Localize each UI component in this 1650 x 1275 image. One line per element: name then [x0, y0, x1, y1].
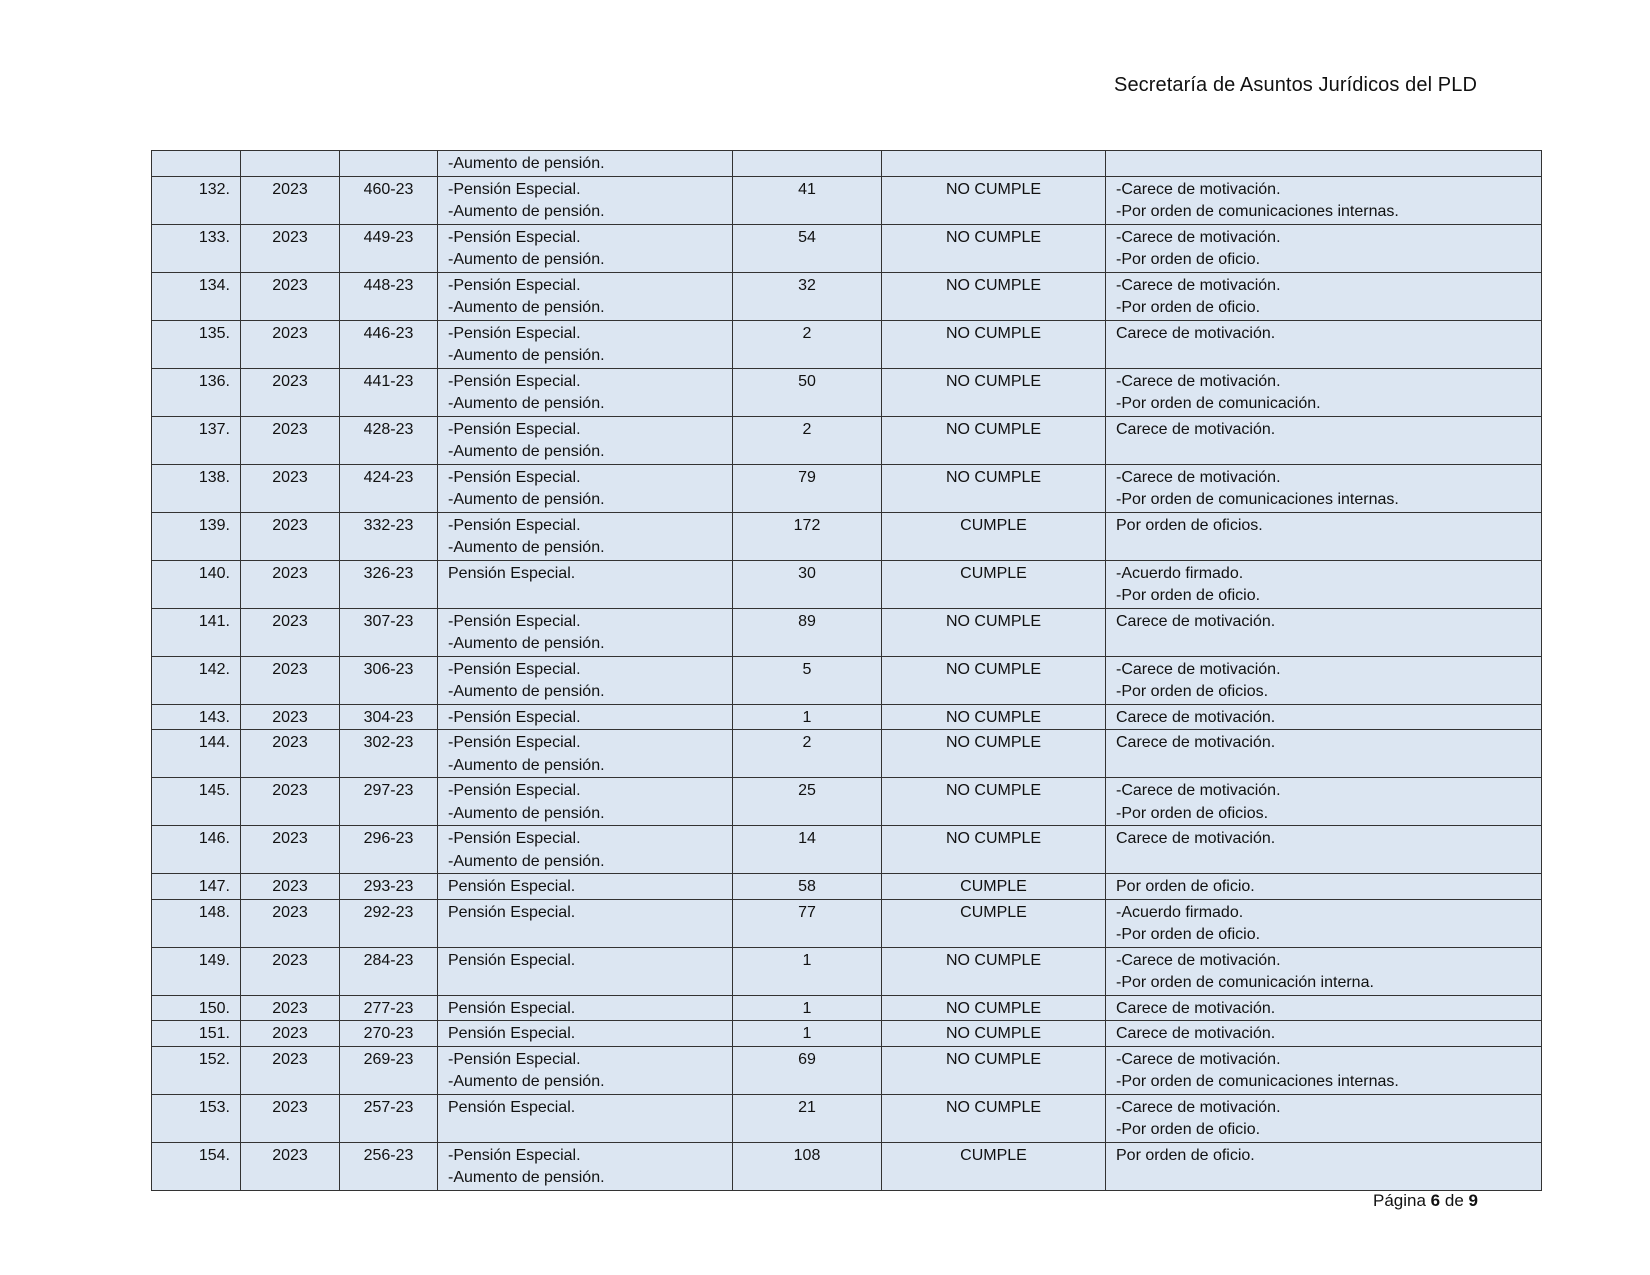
- observations-cell-line: -Carece de motivación.: [1116, 782, 1281, 799]
- case-number-cell: 304-23: [340, 704, 438, 730]
- request-type-cell-line: -Aumento de pensión.: [448, 347, 605, 364]
- row-number: 144.: [152, 730, 241, 778]
- request-type-cell: [438, 826, 733, 874]
- table-row: [152, 416, 1542, 464]
- request-type-cell: [438, 416, 733, 464]
- request-type-cell-line: -Aumento de pensión.: [448, 155, 605, 172]
- table-row: [152, 560, 1542, 608]
- table-row: [152, 826, 1542, 874]
- observations-cell: [1106, 874, 1542, 900]
- case-number-cell: 306-23: [340, 656, 438, 704]
- request-type-cell-line: Pensión Especial.: [448, 878, 576, 895]
- observations-cell-line: Por orden de oficios.: [1116, 516, 1263, 534]
- row-number: 147.: [152, 874, 241, 900]
- case-number-cell: [340, 151, 438, 177]
- status-cell: CUMPLE: [882, 560, 1106, 608]
- page-label: Página: [1373, 1191, 1426, 1210]
- case-number-cell: 257-23: [340, 1094, 438, 1142]
- quantity-cell: 58: [733, 874, 882, 900]
- observations-cell-line: Por orden de oficio.: [1116, 1146, 1255, 1164]
- row-number: 146.: [152, 826, 241, 874]
- observations-cell-line: -Carece de motivación.: [1116, 951, 1281, 969]
- row-number: [152, 151, 241, 177]
- request-type-cell-line: -Pensión Especial.: [448, 612, 581, 630]
- status-cell: CUMPLE: [882, 874, 1106, 900]
- observations-cell-line: -Por orden de oficios.: [1116, 804, 1269, 822]
- document-header: Secretaría de Asuntos Jurídicos del PLD: [1114, 74, 1477, 96]
- request-type-cell-line: -Pensión Especial.: [448, 372, 581, 390]
- quantity-cell: 172: [733, 512, 882, 560]
- status-cell: NO CUMPLE: [882, 224, 1106, 272]
- request-type-cell-line: -Pensión Especial.: [448, 830, 581, 847]
- case-number-cell: 446-23: [340, 320, 438, 368]
- observations-cell-line: -Carece de motivación.: [1116, 228, 1281, 246]
- row-number: 139.: [152, 512, 241, 560]
- case-number-cell: 449-23: [340, 224, 438, 272]
- row-number: 137.: [152, 416, 241, 464]
- row-number: 140.: [152, 560, 241, 608]
- status-cell: CUMPLE: [882, 1142, 1106, 1190]
- year-cell: 2023: [241, 272, 340, 320]
- table-row: [152, 1142, 1542, 1190]
- year-cell: 2023: [241, 899, 340, 947]
- request-type-cell-line: Pensión Especial.: [448, 1025, 576, 1042]
- request-type-cell: [438, 512, 733, 560]
- request-type-cell-line: -Pensión Especial.: [448, 180, 581, 198]
- request-type-cell-line: -Aumento de pensión.: [448, 299, 605, 316]
- request-type-cell-line: -Pensión Especial.: [448, 324, 581, 342]
- table-row: [152, 704, 1542, 730]
- request-type-cell-line: -Aumento de pensión.: [448, 251, 605, 268]
- status-cell: NO CUMPLE: [882, 995, 1106, 1021]
- request-type-cell-line: -Aumento de pensión.: [448, 203, 605, 220]
- case-number-cell: 270-23: [340, 1021, 438, 1047]
- request-type-cell: [438, 1046, 733, 1094]
- request-type-cell: [438, 656, 733, 704]
- quantity-cell: 1: [733, 704, 882, 730]
- table-row: [152, 608, 1542, 656]
- status-cell: NO CUMPLE: [882, 416, 1106, 464]
- row-number: 141.: [152, 608, 241, 656]
- observations-cell-line: Carece de motivación.: [1116, 999, 1276, 1017]
- observations-cell: [1106, 272, 1542, 320]
- request-type-cell-line: -Pensión Especial.: [448, 1050, 581, 1068]
- observations-cell: [1106, 704, 1542, 730]
- row-number: 148.: [152, 899, 241, 947]
- request-type-cell: [438, 272, 733, 320]
- observations-cell: [1106, 656, 1542, 704]
- page-footer: [1373, 1191, 1478, 1211]
- status-cell: NO CUMPLE: [882, 608, 1106, 656]
- year-cell: 2023: [241, 560, 340, 608]
- observations-cell: [1106, 1142, 1542, 1190]
- observations-cell-line: -Por orden de comunicación interna.: [1116, 974, 1374, 991]
- request-type-cell: [438, 368, 733, 416]
- quantity-cell: 30: [733, 560, 882, 608]
- request-type-cell-line: -Aumento de pensión.: [448, 539, 605, 556]
- observations-cell-line: -Carece de motivación.: [1116, 468, 1281, 486]
- request-type-cell: [438, 947, 733, 995]
- year-cell: 2023: [241, 730, 340, 778]
- quantity-cell: 1: [733, 1021, 882, 1047]
- year-cell: 2023: [241, 995, 340, 1021]
- request-type-cell-line: Pensión Especial.: [448, 999, 576, 1017]
- table-row: [152, 656, 1542, 704]
- request-type-cell-line: -Pensión Especial.: [448, 276, 581, 294]
- observations-cell: [1106, 826, 1542, 874]
- observations-cell: [1106, 224, 1542, 272]
- case-number-cell: 293-23: [340, 874, 438, 900]
- case-number-cell: 269-23: [340, 1046, 438, 1094]
- observations-cell-line: -Carece de motivación.: [1116, 1050, 1281, 1068]
- case-number-cell: 332-23: [340, 512, 438, 560]
- year-cell: 2023: [241, 874, 340, 900]
- table-row: [152, 151, 1542, 177]
- request-type-cell-line: -Pensión Especial.: [448, 782, 581, 799]
- observations-cell-line: -Por orden de comunicaciones internas.: [1116, 203, 1399, 220]
- quantity-cell: 54: [733, 224, 882, 272]
- table-row: [152, 224, 1542, 272]
- observations-cell-line: -Carece de motivación.: [1116, 180, 1281, 198]
- observations-cell-line: -Por orden de comunicación.: [1116, 395, 1321, 412]
- quantity-cell: 5: [733, 656, 882, 704]
- observations-cell: [1106, 151, 1542, 177]
- observations-cell: [1106, 730, 1542, 778]
- request-type-cell: [438, 560, 733, 608]
- case-number-cell: 284-23: [340, 947, 438, 995]
- quantity-cell: 25: [733, 778, 882, 826]
- observations-cell-line: -Carece de motivación.: [1116, 372, 1281, 390]
- observations-cell-line: Carece de motivación.: [1116, 708, 1276, 726]
- request-type-cell-line: -Pensión Especial.: [448, 516, 581, 534]
- row-number: 143.: [152, 704, 241, 730]
- row-number: 132.: [152, 176, 241, 224]
- observations-cell-line: -Por orden de oficios.: [1116, 683, 1269, 700]
- request-type-cell: [438, 176, 733, 224]
- request-type-cell-line: -Pensión Especial.: [448, 1146, 581, 1164]
- quantity-cell: [733, 151, 882, 177]
- observations-cell: [1106, 560, 1542, 608]
- quantity-cell: 2: [733, 730, 882, 778]
- request-type-cell-line: -Aumento de pensión.: [448, 1169, 605, 1186]
- observations-cell: [1106, 368, 1542, 416]
- quantity-cell: 1: [733, 947, 882, 995]
- case-number-cell: 297-23: [340, 778, 438, 826]
- status-cell: NO CUMPLE: [882, 1046, 1106, 1094]
- quantity-cell: 50: [733, 368, 882, 416]
- observations-cell-line: -Por orden de comunicaciones internas.: [1116, 491, 1399, 508]
- observations-cell: [1106, 176, 1542, 224]
- request-type-cell: [438, 1094, 733, 1142]
- status-cell: NO CUMPLE: [882, 464, 1106, 512]
- year-cell: 2023: [241, 512, 340, 560]
- table-row: [152, 1094, 1542, 1142]
- request-type-cell-line: -Pensión Especial.: [448, 734, 581, 751]
- year-cell: 2023: [241, 368, 340, 416]
- quantity-cell: 32: [733, 272, 882, 320]
- status-cell: NO CUMPLE: [882, 272, 1106, 320]
- year-cell: 2023: [241, 416, 340, 464]
- observations-cell: [1106, 947, 1542, 995]
- status-cell: NO CUMPLE: [882, 368, 1106, 416]
- observations-cell: [1106, 320, 1542, 368]
- total-pages: 9: [1468, 1191, 1478, 1210]
- observations-cell: [1106, 416, 1542, 464]
- table-row: [152, 778, 1542, 826]
- table-body: [152, 151, 1542, 1191]
- table-row: [152, 512, 1542, 560]
- year-cell: 2023: [241, 704, 340, 730]
- observations-cell-line: -Carece de motivación.: [1116, 1098, 1281, 1116]
- row-number: 142.: [152, 656, 241, 704]
- quantity-cell: 77: [733, 899, 882, 947]
- table-row: [152, 176, 1542, 224]
- row-number: 136.: [152, 368, 241, 416]
- observations-cell-line: Carece de motivación.: [1116, 420, 1276, 438]
- quantity-cell: 21: [733, 1094, 882, 1142]
- request-type-cell-line: -Pensión Especial.: [448, 420, 581, 438]
- case-number-cell: 277-23: [340, 995, 438, 1021]
- year-cell: [241, 151, 340, 177]
- status-cell: NO CUMPLE: [882, 778, 1106, 826]
- status-cell: NO CUMPLE: [882, 320, 1106, 368]
- observations-cell-line: -Por orden de oficio.: [1116, 251, 1261, 268]
- table-row: [152, 464, 1542, 512]
- observations-cell-line: Carece de motivación.: [1116, 324, 1276, 342]
- row-number: 134.: [152, 272, 241, 320]
- observations-cell-line: -Por orden de oficio.: [1116, 299, 1261, 316]
- request-type-cell-line: -Pensión Especial.: [448, 708, 581, 726]
- request-type-cell-line: Pensión Especial.: [448, 951, 576, 969]
- table-row: [152, 730, 1542, 778]
- status-cell: CUMPLE: [882, 899, 1106, 947]
- year-cell: 2023: [241, 778, 340, 826]
- request-type-cell: [438, 899, 733, 947]
- request-type-cell-line: -Aumento de pensión.: [448, 491, 605, 508]
- request-type-cell: [438, 730, 733, 778]
- observations-cell-line: -Acuerdo firmado.: [1116, 903, 1244, 921]
- status-cell: CUMPLE: [882, 512, 1106, 560]
- request-type-cell: [438, 224, 733, 272]
- observations-cell: [1106, 1094, 1542, 1142]
- request-type-cell: [438, 320, 733, 368]
- observations-cell-line: -Carece de motivación.: [1116, 660, 1281, 678]
- request-type-cell: [438, 608, 733, 656]
- table-row: [152, 874, 1542, 900]
- observations-cell: [1106, 464, 1542, 512]
- observations-cell: [1106, 995, 1542, 1021]
- request-type-cell: [438, 995, 733, 1021]
- row-number: 145.: [152, 778, 241, 826]
- status-cell: NO CUMPLE: [882, 1021, 1106, 1047]
- records-table: [151, 150, 1542, 1191]
- request-type-cell-line: -Aumento de pensión.: [448, 804, 605, 822]
- year-cell: 2023: [241, 1021, 340, 1047]
- request-type-cell-line: -Aumento de pensión.: [448, 852, 605, 870]
- observations-cell-line: -Carece de motivación.: [1116, 276, 1281, 294]
- current-page: 6: [1430, 1191, 1441, 1210]
- case-number-cell: 326-23: [340, 560, 438, 608]
- quantity-cell: 2: [733, 320, 882, 368]
- year-cell: 2023: [241, 1142, 340, 1190]
- year-cell: 2023: [241, 464, 340, 512]
- table-row: [152, 368, 1542, 416]
- request-type-cell: [438, 1142, 733, 1190]
- table-row: [152, 899, 1542, 947]
- observations-cell-line: -Por orden de oficio.: [1116, 587, 1261, 604]
- page-separator: de: [1444, 1191, 1464, 1210]
- status-cell: NO CUMPLE: [882, 656, 1106, 704]
- request-type-cell-line: -Aumento de pensión.: [448, 443, 605, 460]
- case-number-cell: 307-23: [340, 608, 438, 656]
- observations-cell-line: Carece de motivación.: [1116, 734, 1276, 751]
- year-cell: 2023: [241, 826, 340, 874]
- row-number: 154.: [152, 1142, 241, 1190]
- request-type-cell-line: Pensión Especial.: [448, 564, 576, 582]
- year-cell: 2023: [241, 1094, 340, 1142]
- quantity-cell: 41: [733, 176, 882, 224]
- observations-cell-line: Por orden de oficio.: [1116, 878, 1255, 895]
- year-cell: 2023: [241, 947, 340, 995]
- observations-cell-line: Carece de motivación.: [1116, 830, 1276, 847]
- quantity-cell: 69: [733, 1046, 882, 1094]
- table-row: [152, 1046, 1542, 1094]
- year-cell: 2023: [241, 1046, 340, 1094]
- case-number-cell: 441-23: [340, 368, 438, 416]
- request-type-cell-line: -Aumento de pensión.: [448, 756, 605, 774]
- case-number-cell: 424-23: [340, 464, 438, 512]
- request-type-cell: [438, 1021, 733, 1047]
- status-cell: NO CUMPLE: [882, 826, 1106, 874]
- observations-cell: [1106, 512, 1542, 560]
- request-type-cell: [438, 874, 733, 900]
- year-cell: 2023: [241, 224, 340, 272]
- status-cell: NO CUMPLE: [882, 1094, 1106, 1142]
- row-number: 138.: [152, 464, 241, 512]
- request-type-cell: [438, 778, 733, 826]
- status-cell: [882, 151, 1106, 177]
- year-cell: 2023: [241, 176, 340, 224]
- request-type-cell-line: Pensión Especial.: [448, 1098, 576, 1116]
- observations-cell: [1106, 608, 1542, 656]
- quantity-cell: 2: [733, 416, 882, 464]
- observations-cell: [1106, 899, 1542, 947]
- case-number-cell: 302-23: [340, 730, 438, 778]
- case-number-cell: 296-23: [340, 826, 438, 874]
- quantity-cell: 1: [733, 995, 882, 1021]
- request-type-cell-line: -Aumento de pensión.: [448, 683, 605, 700]
- observations-cell: [1106, 778, 1542, 826]
- case-number-cell: 428-23: [340, 416, 438, 464]
- quantity-cell: 89: [733, 608, 882, 656]
- request-type-cell: [438, 464, 733, 512]
- observations-cell-line: [1116, 153, 1531, 176]
- request-type-cell-line: -Pensión Especial.: [448, 468, 581, 486]
- observations-cell-line: -Por orden de oficio.: [1116, 926, 1261, 943]
- observations-cell: [1106, 1021, 1542, 1047]
- observations-cell-line: -Acuerdo firmado.: [1116, 564, 1244, 582]
- request-type-cell-line: -Pensión Especial.: [448, 660, 581, 678]
- observations-cell-line: -Por orden de comunicaciones internas.: [1116, 1073, 1399, 1090]
- table-row: [152, 272, 1542, 320]
- request-type-cell: [438, 151, 733, 177]
- quantity-cell: 108: [733, 1142, 882, 1190]
- request-type-cell-line: Pensión Especial.: [448, 903, 576, 921]
- quantity-cell: 79: [733, 464, 882, 512]
- table-row: [152, 1021, 1542, 1047]
- year-cell: 2023: [241, 656, 340, 704]
- case-number-cell: 256-23: [340, 1142, 438, 1190]
- request-type-cell-line: -Pensión Especial.: [448, 228, 581, 246]
- observations-cell: [1106, 1046, 1542, 1094]
- status-cell: NO CUMPLE: [882, 730, 1106, 778]
- request-type-cell: [438, 704, 733, 730]
- status-cell: NO CUMPLE: [882, 176, 1106, 224]
- row-number: 152.: [152, 1046, 241, 1094]
- table-row: [152, 320, 1542, 368]
- case-number-cell: 448-23: [340, 272, 438, 320]
- row-number: 135.: [152, 320, 241, 368]
- status-cell: NO CUMPLE: [882, 704, 1106, 730]
- observations-cell-line: Carece de motivación.: [1116, 612, 1276, 630]
- table-row: [152, 947, 1542, 995]
- case-number-cell: 460-23: [340, 176, 438, 224]
- case-number-cell: 292-23: [340, 899, 438, 947]
- row-number: 151.: [152, 1021, 241, 1047]
- quantity-cell: 14: [733, 826, 882, 874]
- table-row: [152, 995, 1542, 1021]
- row-number: 150.: [152, 995, 241, 1021]
- request-type-cell-line: -Aumento de pensión.: [448, 395, 605, 412]
- observations-cell-line: Carece de motivación.: [1116, 1025, 1276, 1042]
- observations-cell-line: -Por orden de oficio.: [1116, 1121, 1261, 1138]
- row-number: 153.: [152, 1094, 241, 1142]
- status-cell: NO CUMPLE: [882, 947, 1106, 995]
- row-number: 149.: [152, 947, 241, 995]
- row-number: 133.: [152, 224, 241, 272]
- year-cell: 2023: [241, 608, 340, 656]
- request-type-cell-line: -Aumento de pensión.: [448, 1073, 605, 1090]
- year-cell: 2023: [241, 320, 340, 368]
- request-type-cell-line: -Aumento de pensión.: [448, 635, 605, 652]
